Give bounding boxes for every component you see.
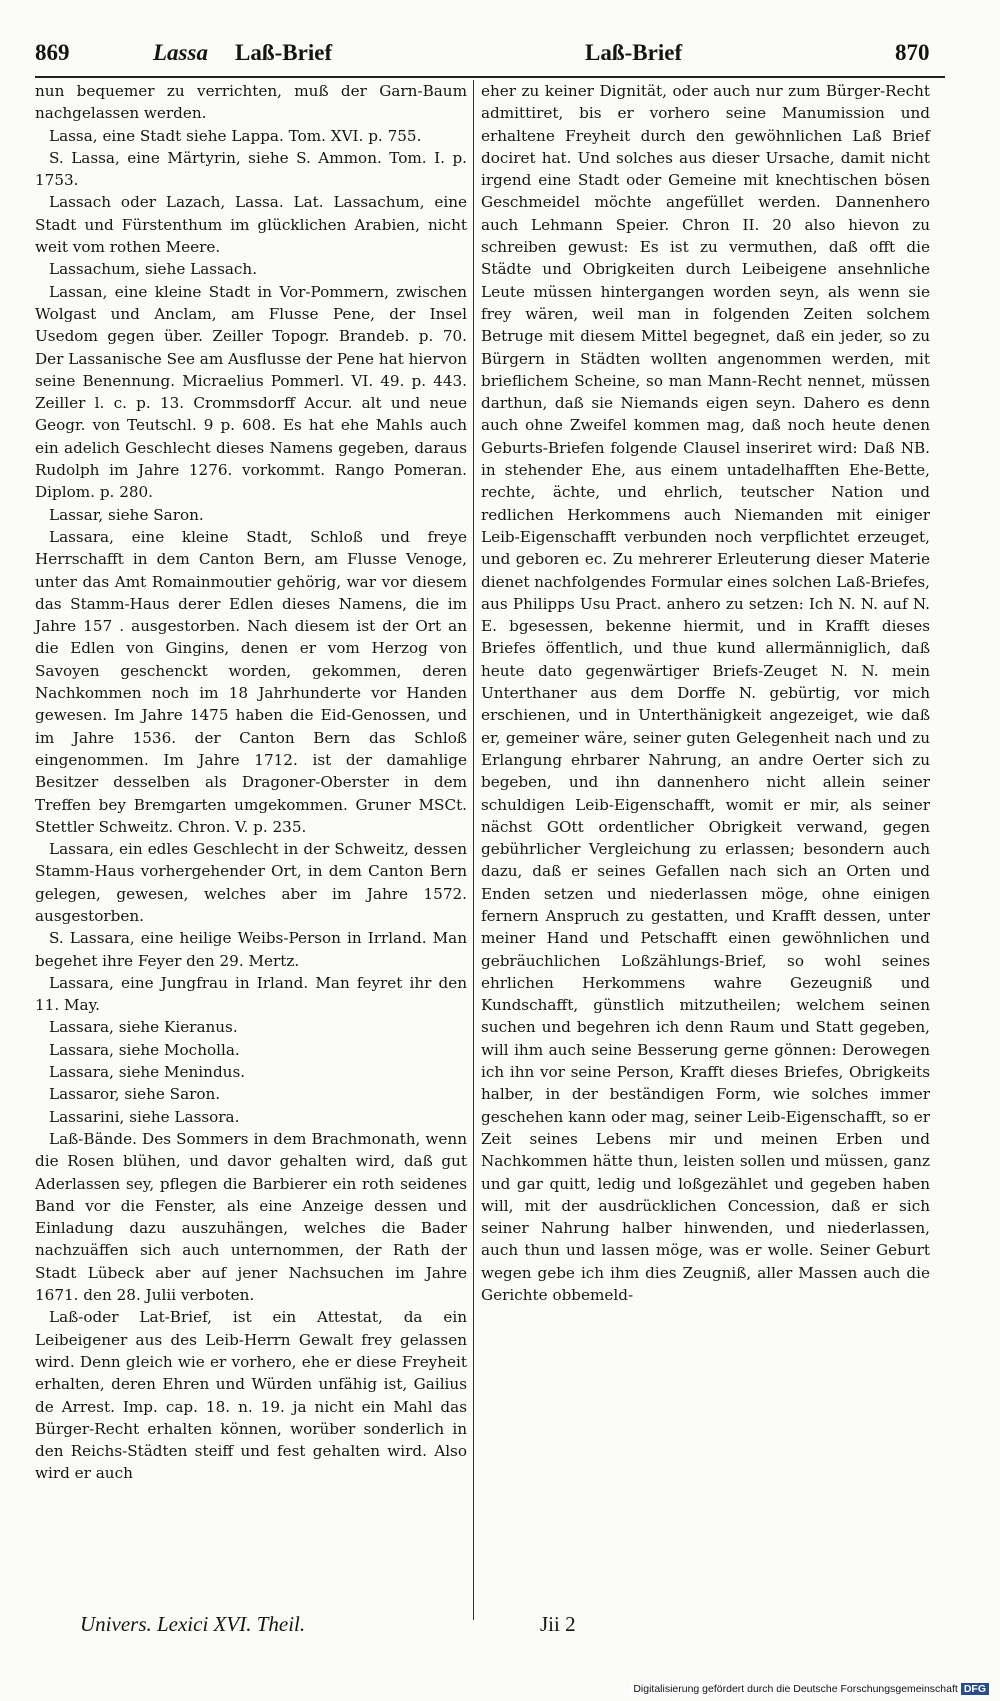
running-title-right: Laß-Brief <box>585 40 683 65</box>
left-column-entry: S. Lassara, eine heilige Weibs-Person in Irrland. Man begehet ihre Feyer den 29. Mertz. <box>35 929 467 970</box>
left-column-entry: Lassara, eine kleine Stadt, Schloß und freye Herrschafft in dem Canton Bern, am Flusse Venoge, unter das Amt Romainmoutier gehörig, war vor diesem das Stamm-Haus derer Edlen dieses Namens, die im Jahre 157 . ausgestorben. Nach diesem ist der Ort an die Edlen von Gingins, denen er vom Herzog von Savoyen geschenckt worden, gekommen, deren Nachkommen noch im 18 Jahrhunderte vor Handen gewesen. Im Jahre 1475 haben die Eid-Genossen, und im Jahre 1536. der Canton Bern das Schloß eingenommen. Im Jahre 1712. ist der damahlige Besitzer desselben als Dragoner-Oberster in dem Treffen bey Bremgarten umgekommen. Gruner MSCt. Stettler Schweitz. Chron. V. p. 235. <box>35 527 467 836</box>
left-column-entry: Lassara, ein edles Geschlecht in der Schweitz, dessen Stamm-Haus vorhergehender Ort, in dem Canton Bern gelegen, gewesen, welches aber im Jahre 1572. ausgestorben. <box>35 840 467 925</box>
left-column-entry: Laß-oder Lat-Brief, ist ein Attestat, da ein Leibeigener aus des Leib-Herrn Gewalt frey gelassen wird. Denn gleich wie er vorhero, ehe er diese Freyheit erhalten, deren Ehren und Würden unfähig ist, Gailius de Arrest. Imp. cap. 18. n. 19. ja nicht ein Mahl das Bürger-Recht erhalten können, worüber sonderlich in den Reichs-Städten steiff und fest gehalten wird. Also wird er auch <box>35 1308 467 1483</box>
dfg-logo: DFG <box>961 1683 989 1695</box>
right-column-entry: eher zu keiner Dignität, oder auch nur zum Bürger-Recht admittiret, bis er vorhero seine Manumission und erhaltene Freyheit durch den gewöhnlichen Laß Brief dociret hat. Und solches aus dieser Ursache, damit nicht irgend eine Stadt oder Gemeine mit knechtischen bösen Geschmeidel möchte angefüllet werden. Dannenhero auch Lehmann Speier. Chron II. 20 also hievon zu schreiben gewust: Es ist zu vermuthen, daß offt die Städte und Obrigkeiten durch Leibeigene ansehnliche Leute müssen hintergangen worden seyn, als wenn sie frey wären, weil man in folgenden Zeiten solchem Betruge mit diesem Mittel begegnet, daß ein jeder, so zu Bürgern in Städten wollten angenommen werden, mit brieflichem Scheine, so man Mann-Recht nennet, müssen darthun, daß sie Niemands eigen seyn. Dahero es denn auch ohne Zweifel kommen mag, daß noch heute denen Geburts-Briefen folgende Clausel inseriret wird: Daß NB. in stehender Ehe, aus einem untadelhafften Ehe-Bette, rechte, ächte, und ehrlich, teutscher Nation und redlichen Herkommens auch Niemanden mit einiger Leib-Eigenschafft verbunden noch verpflichtet erzeuget, und geboren ec. Zu mehrerer Erleuterung dieser Materie dienet nachfolgendes Formular eines solchen Laß-Briefes, aus Philipps Usu Pract. anhero zu setzen: Ich N. N. auf N. E. bgesessen, bekenne hiermit, und in Krafft dieses Briefes öffentlich, und thue kund allermänniglich, daß heute dato gegenwärtiger Briefs-Zeuget N. N. mein Unterthaner aus dem Dorffe N. gebürtig, vor mich erschienen, und in Unterthänigkeit angezeiget, wie daß er, gemeiner wäre, seiner guten Gelegenheit nach und zu Erlangung ehrbarer Nahrung, an andre Oerter sich zu begeben, und ihn dannenhero nicht allein seiner schuldigen Leib-Eigenschafft, womit er mir, als seiner nächst GOtt ordentlicher Obrigkeit verwand, gegen gebührlicher Vergleichung zu erlassen; besondern auch dazu, daß er seines Gefallen nach sich an Orten und Enden setzen und niederlassen möge, ohne einigen fernern Anspruch zu gestatten, und Krafft dessen, unter meiner Hand und Petschafft einen gewöhnlichen und gebräuchlichen Loßzählungs-Brief, so wohl seines ehrlichen Herkommens wahre Gezeugniß und Kundschafft, günstlich mitzutheilen; welchem seinen suchen und begehren ich denn Raum und Statt gegeben, will ihm auch seine Besserung gerne gönnen: Derowegen ich ihn vor seine Person, Krafft dieses Briefes, Obrigkeits halber, in der beständigen Form, wie solches immer geschehen kann oder mag, seiner Leib-Eigenschafft, so er Zeit seines Lebens mir und meinen Erben und Nachkommen hätte thun, leisten sollen und müssen, ganz und gar quitt, ledig und loßgezählet und gegeben haben will, mit der ausdrücklichen Concession, daß er sich seiner Nahrung halber hinwenden, und niederlassen, auch thun und lassen möge, was er wolle. Seiner Geburt wegen gebe ich ihm dies Zeugniß, aller Massen auch die Gerichte obbemeld- <box>481 82 930 1305</box>
page-number-left: 869 <box>35 40 70 65</box>
left-column-entry: Lassara, siehe Kieranus. <box>49 1018 238 1037</box>
running-title-left: Laß-Brief <box>235 40 333 65</box>
left-column-entry: Lassaror, siehe Saron. <box>49 1085 221 1104</box>
column-divider <box>473 80 474 1620</box>
left-column-entry: Lassarini, siehe Lassora. <box>49 1107 240 1126</box>
left-column-entry: Lassach oder Lazach, Lassa. Lat. Lassachum, eine Stadt und Fürstenthum im glücklichen Arabien, nicht weit vom rothen Meere. <box>35 193 467 257</box>
right-column <box>481 80 930 1306</box>
left-column <box>35 80 467 1485</box>
credit-text: Digitalisierung gefördert durch die Deutsche Forschungsgemeinschaft <box>633 1683 958 1695</box>
digitization-credit <box>630 1682 992 1696</box>
running-header <box>35 38 945 76</box>
signature-right: Jii 2 <box>540 1612 576 1636</box>
left-column-entry: Lassan, eine kleine Stadt in Vor-Pommern, zwischen Wolgast und Anclam, am Flusse Pene, der Insel Usedom gegen über. Zeiller Topogr. Brandeb. p. 70. Der Lassanische See am Ausflusse der Pene hat hiervon seine Benennung. Micraelius Pommerl. VI. 49. p. 443. Zeiller l. c. p. 13. Crommsdorff Accur. alt und neue Geogr. von Teutschl. 9 p. 608. Es hat ehe Mahls auch ein adelich Geschlecht dieses Namens gegeben, daraus Rudolph im Jahre 1276. vorkommt. Rango Pomeran. Diplom. p. 280. <box>35 282 467 502</box>
left-column-entry: S. Lassa, eine Märtyrin, siehe S. Ammon. Tom. I. p. 1753. <box>35 148 467 190</box>
left-column-entry: Lassara, siehe Mocholla. <box>49 1040 240 1059</box>
header-rule <box>35 76 945 78</box>
page-number-right: 870 <box>895 40 930 65</box>
left-column-entry: Lassar, siehe Saron. <box>49 505 204 524</box>
signature-left: Univers. Lexici XVI. Theil. <box>80 1612 306 1636</box>
left-column-entry: nun bequemer zu verrichten, muß der Garn-Baum nachgelassen werden. <box>35 82 467 123</box>
left-column-entry: Lassara, siehe Menindus. <box>49 1063 246 1082</box>
left-column-entry: Lassara, eine Jungfrau in Irland. Man feyret ihr den 11. May. <box>35 973 467 1015</box>
left-column-entry: Laß-Bände. Des Sommers in dem Brachmonath, wenn die Rosen blühen, und davor gehalten wird, daß gut Aderlassen sey, pflegen die Barbierer ein roth seidenes Band vor die Fenster, als eine Anzeige dessen und Einladung dazu auszuhängen, welches die Bader nachzuäffen sich auch unternommen, der Rath der Stadt Lübeck aber auf jener Nachsuchen im Jahre 1671. den 28. Julii verboten. <box>35 1129 467 1305</box>
left-column-entry: Lassachum, siehe Lassach. <box>49 260 258 279</box>
keyword-left: Lassa <box>153 40 208 65</box>
left-column-entry: Lassa, eine Stadt siehe Lappa. Tom. XVI. p. 755. <box>49 126 422 145</box>
